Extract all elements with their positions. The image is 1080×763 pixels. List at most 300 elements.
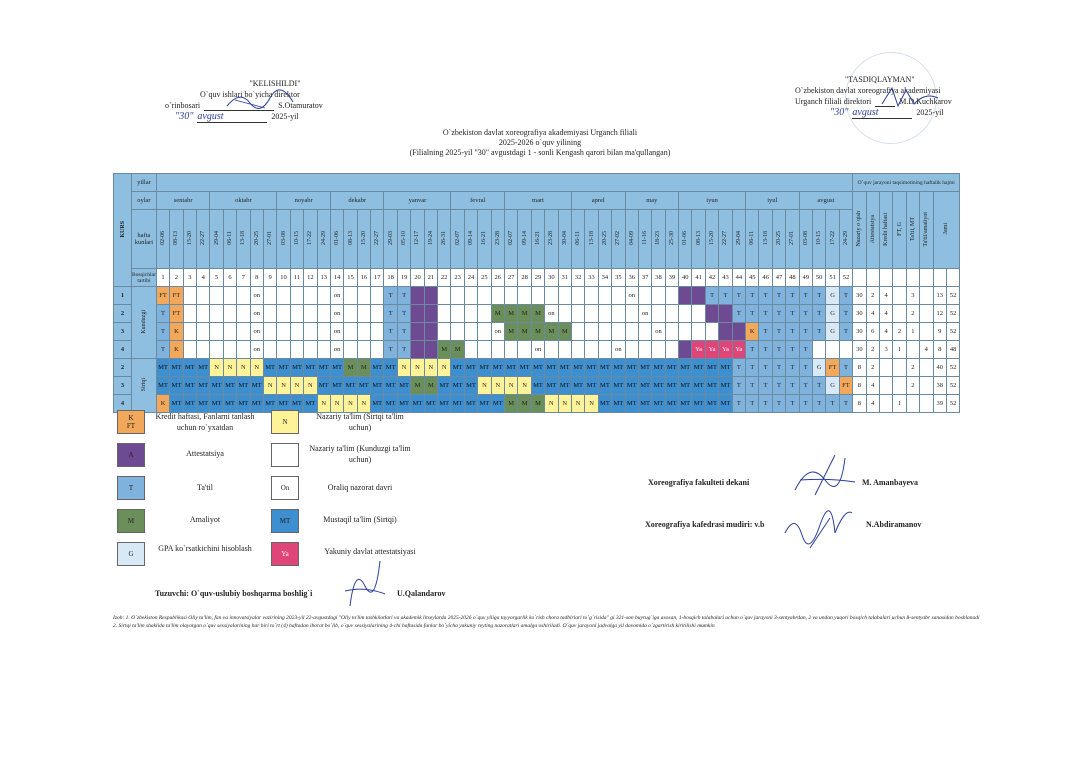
schedule-cell: T bbox=[732, 395, 745, 413]
week-date bbox=[451, 210, 464, 269]
week-number: 42 bbox=[705, 269, 718, 287]
schedule-cell bbox=[317, 305, 330, 323]
week-date-label: 12-17 bbox=[414, 231, 421, 245]
schedule-row bbox=[114, 377, 960, 395]
week-number: 21 bbox=[424, 269, 437, 287]
schedule-cell bbox=[638, 341, 651, 359]
schedule-cell: T bbox=[156, 323, 169, 341]
schedule-cell bbox=[237, 341, 250, 359]
summary-cell bbox=[920, 377, 933, 395]
week-date bbox=[839, 210, 852, 269]
title-line3: (Filialning 2025-yil "30" avgustdagi 1 - sonli Kengash qarori bilan ma'qullangan) bbox=[409, 148, 671, 157]
week-date bbox=[612, 210, 625, 269]
schedule-cell bbox=[638, 323, 651, 341]
schedule-cell: MT bbox=[250, 395, 263, 413]
week-number: 10 bbox=[277, 269, 290, 287]
schedule-cell: N bbox=[250, 359, 263, 377]
summary-col-header bbox=[920, 192, 933, 269]
schedule-cell: FT bbox=[170, 305, 183, 323]
week-date-label: 15-20 bbox=[709, 231, 716, 245]
schedule-cell bbox=[585, 305, 598, 323]
schedule-cell bbox=[505, 287, 518, 305]
schedule-cell bbox=[210, 287, 223, 305]
legend-label: Amaliyot bbox=[189, 515, 221, 524]
week-date bbox=[411, 210, 424, 269]
schedule-cell: N bbox=[397, 359, 410, 377]
schedule-cell bbox=[598, 341, 611, 359]
schedule-cell: M bbox=[531, 395, 544, 413]
title-line1: O`zbekiston davlat xoreografiya akademiyasi Urganch filiali bbox=[442, 128, 638, 137]
legend-code: M bbox=[127, 517, 135, 525]
schedule-cell: MT bbox=[545, 377, 558, 395]
legend-code: On bbox=[280, 484, 290, 492]
summary-cell: 1 bbox=[893, 395, 906, 413]
week-date-label: 16-21 bbox=[534, 231, 541, 245]
schedule-cell bbox=[237, 305, 250, 323]
legend-swatch bbox=[117, 443, 145, 467]
week-date bbox=[464, 210, 477, 269]
schedule-cell bbox=[705, 323, 718, 341]
approval-right-year: 2025-yil bbox=[916, 108, 944, 117]
schedule-cell: MT bbox=[679, 377, 692, 395]
summary-cell: 4 bbox=[879, 305, 892, 323]
week-date bbox=[772, 210, 785, 269]
schedule-cell bbox=[652, 305, 665, 323]
week-date-label: 06-11 bbox=[575, 231, 582, 245]
schedule-cell bbox=[826, 341, 839, 359]
week-number: 23 bbox=[451, 269, 464, 287]
schedule-cell: MT bbox=[585, 377, 598, 395]
summary-cell bbox=[906, 395, 919, 413]
schedule-cell: Ya bbox=[719, 341, 732, 359]
week-date bbox=[812, 210, 825, 269]
schedule-cell: T bbox=[826, 395, 839, 413]
week-number: 47 bbox=[772, 269, 785, 287]
schedule-cell: G bbox=[826, 377, 839, 395]
summary-cell: 2 bbox=[906, 377, 919, 395]
week-date bbox=[277, 210, 290, 269]
week-date bbox=[344, 210, 357, 269]
schedule-cell: N bbox=[210, 359, 223, 377]
kurs-number: 3 bbox=[114, 323, 132, 341]
schedule-cell: T bbox=[759, 395, 772, 413]
week-date-label: 22-27 bbox=[722, 231, 729, 245]
schedule-cell: T bbox=[786, 395, 799, 413]
week-date-label: 24-29 bbox=[320, 231, 327, 245]
schedule-cell: MT bbox=[558, 377, 571, 395]
week-date bbox=[799, 210, 812, 269]
schedule-cell: MT bbox=[665, 359, 678, 377]
week-date-label: 06-11 bbox=[749, 231, 756, 245]
schedule-cell bbox=[210, 323, 223, 341]
schedule-cell: T bbox=[384, 287, 397, 305]
legend-code: T bbox=[128, 484, 134, 492]
schedule-cell bbox=[277, 341, 290, 359]
title-line2: 2025-2026 o`quv yilining bbox=[498, 138, 582, 147]
schedule-cell: M bbox=[531, 305, 544, 323]
week-number: 19 bbox=[397, 269, 410, 287]
week-date-label: 27-02 bbox=[615, 231, 622, 245]
week-date-label: 13-18 bbox=[588, 231, 595, 245]
summary-cell: 8 bbox=[853, 377, 866, 395]
week-date bbox=[223, 210, 236, 269]
summary-cell: 4 bbox=[879, 323, 892, 341]
schedule-cell: MT bbox=[183, 395, 196, 413]
legend-code: Ya bbox=[281, 550, 289, 558]
week-number: 16 bbox=[357, 269, 370, 287]
schedule-cell: MT bbox=[290, 395, 303, 413]
kurs-number: 4 bbox=[114, 395, 132, 413]
week-number: 38 bbox=[652, 269, 665, 287]
schedule-cell bbox=[545, 287, 558, 305]
week-number: 46 bbox=[759, 269, 772, 287]
summary-col-label: Jami bbox=[943, 223, 950, 235]
summary-col-label: Nazariy o`qish bbox=[856, 211, 863, 247]
schedule-cell: T bbox=[786, 287, 799, 305]
week-number: 30 bbox=[545, 269, 558, 287]
schedule-cell: T bbox=[759, 305, 772, 323]
schedule-cell bbox=[290, 305, 303, 323]
month-iyul: iyul bbox=[746, 192, 800, 210]
summary-cell: 2 bbox=[866, 359, 879, 377]
schedule-cell bbox=[464, 341, 477, 359]
summary-cell: 4 bbox=[920, 341, 933, 359]
author-signature bbox=[340, 556, 390, 611]
summary-col-header bbox=[866, 192, 879, 269]
summary-blank bbox=[906, 269, 919, 287]
schedule-cell: M bbox=[411, 377, 424, 395]
schedule-cell: N bbox=[478, 377, 491, 395]
schedule-cell: A bbox=[411, 323, 424, 341]
week-date bbox=[505, 210, 518, 269]
summary-cell bbox=[920, 395, 933, 413]
schedule-cell: on bbox=[250, 305, 263, 323]
schedule-cell bbox=[438, 305, 451, 323]
summary-cell: 12 bbox=[933, 305, 946, 323]
week-date-label: 22-27 bbox=[200, 231, 207, 245]
schedule-cell bbox=[263, 305, 276, 323]
schedule-cell: MT bbox=[585, 359, 598, 377]
week-number: 7 bbox=[237, 269, 250, 287]
month-oktabr: oktabr bbox=[210, 192, 277, 210]
summary-cell: 8 bbox=[853, 359, 866, 377]
summary-cell bbox=[879, 395, 892, 413]
schedule-cell bbox=[197, 323, 210, 341]
schedule-cell bbox=[558, 341, 571, 359]
summary-cell: 30 bbox=[853, 287, 866, 305]
week-date-label: 05-10 bbox=[401, 231, 408, 245]
schedule-cell: A bbox=[411, 341, 424, 359]
week-date bbox=[290, 210, 303, 269]
schedule-cell bbox=[531, 287, 544, 305]
week-date-label: 20-25 bbox=[601, 231, 608, 245]
schedule-cell: N bbox=[491, 377, 504, 395]
schedule-cell: M bbox=[518, 305, 531, 323]
schedule-cell bbox=[571, 287, 584, 305]
week-date bbox=[170, 210, 183, 269]
schedule-cell: N bbox=[505, 377, 518, 395]
schedule-cell: A bbox=[424, 287, 437, 305]
schedule-cell: A bbox=[424, 305, 437, 323]
schedule-table bbox=[113, 173, 960, 413]
schedule-cell: N bbox=[237, 359, 250, 377]
schedule-cell bbox=[197, 341, 210, 359]
yillar-label: yillar bbox=[132, 174, 157, 192]
schedule-cell: T bbox=[799, 359, 812, 377]
schedule-cell: MT bbox=[237, 377, 250, 395]
schedule-cell: T bbox=[732, 359, 745, 377]
week-date-label: 13-18 bbox=[762, 231, 769, 245]
summary-cell bbox=[879, 359, 892, 377]
week-number: 45 bbox=[746, 269, 759, 287]
week-date-label: 03-08 bbox=[802, 231, 809, 245]
week-date bbox=[156, 210, 169, 269]
schedule-cell bbox=[223, 305, 236, 323]
week-date bbox=[317, 210, 330, 269]
month-fevral: fevral bbox=[451, 192, 505, 210]
schedule-cell: T bbox=[799, 377, 812, 395]
week-date-label: 17-22 bbox=[307, 231, 314, 245]
approval-right-line2: Urganch filiali direktori bbox=[795, 97, 872, 106]
schedule-cell: N bbox=[263, 377, 276, 395]
schedule-cell: MT bbox=[411, 395, 424, 413]
schedule-cell: on bbox=[250, 323, 263, 341]
author-name: U.Qalandarov bbox=[397, 589, 446, 598]
week-date bbox=[237, 210, 250, 269]
schedule-cell: T bbox=[799, 341, 812, 359]
schedule-cell bbox=[344, 341, 357, 359]
week-date bbox=[625, 210, 638, 269]
schedule-cell: T bbox=[732, 305, 745, 323]
week-date-label: 02-07 bbox=[454, 231, 461, 245]
legend-swatch bbox=[271, 542, 299, 566]
legend-swatch bbox=[117, 410, 145, 434]
week-number: 12 bbox=[304, 269, 317, 287]
week-number: 32 bbox=[571, 269, 584, 287]
oylar-label: oylar bbox=[132, 192, 157, 210]
schedule-cell: T bbox=[799, 395, 812, 413]
summary-cell: 52 bbox=[946, 323, 959, 341]
week-number: 17 bbox=[371, 269, 384, 287]
schedule-cell: on bbox=[625, 287, 638, 305]
schedule-cell: A bbox=[719, 305, 732, 323]
schedule-cell: MT bbox=[652, 377, 665, 395]
schedule-cell: MT bbox=[545, 359, 558, 377]
week-number: 1 bbox=[156, 269, 169, 287]
schedule-cell: A bbox=[411, 287, 424, 305]
schedule-cell: T bbox=[397, 341, 410, 359]
schedule-cell: MT bbox=[531, 377, 544, 395]
schedule-cell: K bbox=[746, 323, 759, 341]
schedule-cell: A bbox=[424, 341, 437, 359]
schedule-cell: MT bbox=[438, 395, 451, 413]
schedule-cell: MT bbox=[263, 395, 276, 413]
schedule-cell: M bbox=[438, 341, 451, 359]
schedule-cell: MT bbox=[531, 359, 544, 377]
schedule-cell: MT bbox=[156, 377, 169, 395]
schedule-cell bbox=[197, 305, 210, 323]
schedule-cell: M bbox=[505, 323, 518, 341]
schedule-cell: on bbox=[491, 323, 504, 341]
summary-cell bbox=[920, 323, 933, 341]
schedule-cell bbox=[585, 341, 598, 359]
legend-code: K bbox=[128, 414, 134, 422]
schedule-cell bbox=[478, 341, 491, 359]
schedule-cell: T bbox=[839, 323, 852, 341]
schedule-cell: N bbox=[277, 377, 290, 395]
week-date-label: 27-01 bbox=[267, 231, 274, 245]
schedule-cell: T bbox=[799, 323, 812, 341]
week-date bbox=[478, 210, 491, 269]
schedule-cell: T bbox=[759, 287, 772, 305]
section-name: Sirtqi bbox=[140, 377, 147, 392]
schedule-cell: T bbox=[772, 359, 785, 377]
schedule-cell: G bbox=[826, 305, 839, 323]
schedule-cell bbox=[277, 323, 290, 341]
legend-code: G bbox=[128, 550, 134, 558]
schedule-row bbox=[114, 287, 960, 305]
schedule-cell bbox=[812, 341, 825, 359]
summary-cell: 52 bbox=[946, 287, 959, 305]
years-row bbox=[156, 174, 852, 192]
dean-signature bbox=[790, 450, 860, 500]
month-aprel: aprel bbox=[571, 192, 625, 210]
summary-cell: 13 bbox=[933, 287, 946, 305]
schedule-cell: MT bbox=[719, 359, 732, 377]
schedule-cell: MT bbox=[197, 395, 210, 413]
schedule-cell: T bbox=[719, 287, 732, 305]
schedule-cell bbox=[625, 305, 638, 323]
schedule-cell bbox=[290, 323, 303, 341]
summary-cell: 4 bbox=[879, 287, 892, 305]
summary-cell bbox=[920, 359, 933, 377]
schedule-cell: M bbox=[357, 359, 370, 377]
week-number: 43 bbox=[719, 269, 732, 287]
legend-swatch bbox=[271, 410, 299, 434]
approval-left-line1: O`quv ishlari bo`yicha direktor bbox=[200, 90, 300, 99]
dean-title: Xoreografiya fakulteti dekani bbox=[648, 478, 750, 487]
schedule-cell bbox=[665, 323, 678, 341]
schedule-cell bbox=[679, 305, 692, 323]
week-number: 20 bbox=[411, 269, 424, 287]
schedule-cell: on bbox=[250, 287, 263, 305]
summary-blank bbox=[933, 269, 946, 287]
week-date-label: 10-15 bbox=[293, 231, 300, 245]
month-mart: mart bbox=[505, 192, 572, 210]
legend-swatch bbox=[117, 509, 145, 533]
legend-label: Mustaqil ta'lim (Sirtqi) bbox=[323, 515, 397, 524]
schedule-cell bbox=[665, 305, 678, 323]
schedule-cell: MT bbox=[197, 359, 210, 377]
week-date-label: 20-25 bbox=[253, 231, 260, 245]
schedule-cell: MT bbox=[384, 395, 397, 413]
summary-blank bbox=[853, 269, 866, 287]
summary-cell: 30 bbox=[853, 323, 866, 341]
schedule-cell bbox=[290, 341, 303, 359]
schedule-cell: MT bbox=[638, 395, 651, 413]
week-date bbox=[545, 210, 558, 269]
schedule-cell bbox=[197, 287, 210, 305]
approval-left-line2: o`rinbosari bbox=[165, 101, 201, 110]
week-date bbox=[183, 210, 196, 269]
schedule-cell: MT bbox=[290, 359, 303, 377]
schedule-cell bbox=[585, 323, 598, 341]
schedule-cell bbox=[652, 341, 665, 359]
week-number: 40 bbox=[679, 269, 692, 287]
schedule-cell: T bbox=[812, 287, 825, 305]
schedule-cell: T bbox=[786, 323, 799, 341]
week-number: 37 bbox=[638, 269, 651, 287]
week-number: 26 bbox=[491, 269, 504, 287]
week-date bbox=[759, 210, 772, 269]
week-date-label: 09-14 bbox=[521, 231, 528, 245]
schedule-cell bbox=[344, 305, 357, 323]
kurs-header bbox=[114, 174, 132, 287]
kurs-number: 1 bbox=[114, 287, 132, 305]
schedule-cell: MT bbox=[491, 395, 504, 413]
schedule-cell: T bbox=[786, 359, 799, 377]
summary-cell: 2 bbox=[866, 287, 879, 305]
summary-cell: 52 bbox=[946, 377, 959, 395]
schedule-cell: T bbox=[772, 395, 785, 413]
week-date bbox=[719, 210, 732, 269]
legend-swatch bbox=[271, 476, 299, 500]
schedule-cell bbox=[317, 287, 330, 305]
schedule-cell bbox=[371, 305, 384, 323]
summary-cell: 1 bbox=[906, 323, 919, 341]
schedule-cell: T bbox=[786, 305, 799, 323]
schedule-cell: T bbox=[812, 377, 825, 395]
week-number: 35 bbox=[612, 269, 625, 287]
schedule-cell: MT bbox=[625, 395, 638, 413]
week-date-label: 23-28 bbox=[548, 231, 555, 245]
schedule-cell: T bbox=[746, 305, 759, 323]
schedule-cell: T bbox=[384, 323, 397, 341]
schedule-cell: M bbox=[505, 395, 518, 413]
week-date-label: 25-30 bbox=[668, 231, 675, 245]
schedule-cell: MT bbox=[625, 359, 638, 377]
schedule-cell: T bbox=[839, 305, 852, 323]
week-date-label: 20-25 bbox=[776, 231, 782, 245]
summary-blank bbox=[920, 269, 933, 287]
week-date-label: 26-31 bbox=[441, 231, 448, 245]
week-number: 22 bbox=[438, 269, 451, 287]
schedule-cell: MT bbox=[371, 395, 384, 413]
schedule-cell: on bbox=[330, 305, 343, 323]
legend-label: GPA ko`rsatkichini hisoblash bbox=[158, 544, 252, 553]
schedule-cell bbox=[679, 323, 692, 341]
schedule-cell: M bbox=[545, 323, 558, 341]
schedule-cell bbox=[277, 305, 290, 323]
section-name: Kunduzgi bbox=[140, 309, 147, 334]
schedule-cell: MT bbox=[719, 395, 732, 413]
schedule-cell bbox=[344, 287, 357, 305]
week-number: 48 bbox=[786, 269, 799, 287]
schedule-cell: A bbox=[719, 323, 732, 341]
schedule-cell: N bbox=[411, 359, 424, 377]
schedule-cell: MT bbox=[330, 377, 343, 395]
schedule-cell: T bbox=[746, 341, 759, 359]
schedule-cell bbox=[839, 341, 852, 359]
schedule-cell: MT bbox=[397, 377, 410, 395]
schedule-cell: MT bbox=[464, 395, 477, 413]
schedule-cell: MT bbox=[451, 377, 464, 395]
schedule-cell: K bbox=[170, 323, 183, 341]
month-avgust: avgust bbox=[799, 192, 853, 210]
week-date-label: 24-29 bbox=[842, 231, 849, 245]
week-date bbox=[438, 210, 451, 269]
week-date-label: 03-08 bbox=[280, 231, 287, 245]
